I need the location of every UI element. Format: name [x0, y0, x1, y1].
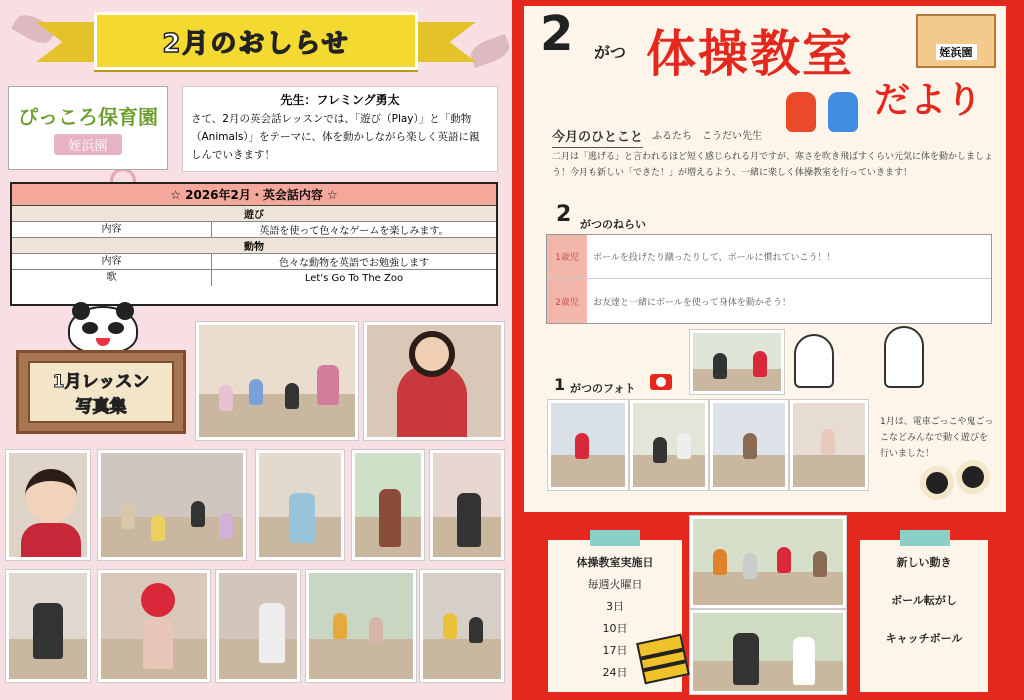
new-moves-card — [860, 540, 988, 692]
lesson-photo — [256, 450, 344, 560]
lesson-photo — [196, 322, 358, 440]
new-moves-title: 新しい動き — [896, 556, 952, 569]
schedule-date: 17日 — [602, 644, 628, 657]
schedule-date: 3日 — [606, 600, 624, 613]
blue-oni-icon — [828, 92, 858, 132]
gym-photo — [690, 330, 784, 394]
gym-photo — [630, 400, 708, 490]
lesson-photo — [364, 322, 504, 440]
goal-month-number: 2 — [556, 202, 572, 227]
nursery-logo — [8, 86, 168, 170]
schedule-date: 10日 — [602, 622, 628, 635]
hitokoto-title: 今月のひとこと — [552, 126, 643, 148]
sign-line-1: 1月レッスン — [52, 372, 150, 392]
goal-row — [547, 279, 991, 323]
january-caption: 1月は、電車ごっこや鬼ごっこなどみんなで動く遊びを行いました！ — [880, 417, 994, 460]
month-suffix: がつ — [594, 43, 627, 62]
schedule-weekday: 毎週火曜日 — [587, 578, 643, 591]
box-label: 姪浜園 — [936, 44, 977, 60]
goal-text: お友達と一緒にボールを使って身体を動かそう！ — [593, 297, 791, 308]
new-move-item: キャッチボール — [885, 632, 963, 645]
gym-photo — [690, 610, 846, 694]
lesson-photo — [98, 570, 210, 682]
goal-row — [547, 235, 991, 279]
goals-table — [546, 234, 992, 324]
row-key: 内容 — [12, 222, 212, 237]
banner-title: 2月のおしらせ — [162, 28, 350, 59]
new-move-item: ボール転がし — [891, 594, 957, 607]
goal-text: ボールを投げたり蹴ったりして、ボールに慣れていこう！！ — [593, 253, 836, 263]
lesson-photo — [6, 570, 90, 682]
section-title: 遊び — [12, 206, 496, 222]
gym-photo — [710, 400, 788, 490]
section-title: 動物 — [12, 238, 496, 254]
goal-age: 2歳児 — [547, 279, 587, 323]
gym-class-title: 体操教室 — [646, 25, 854, 83]
row-value: 英語を使って色々なゲームを楽しみます。 — [259, 226, 449, 237]
newsletter-label: だより — [874, 80, 983, 121]
monthly-message: 二月は「逃げる」と言われるほど短く感じられる月ですが、寒さを吹き飛ばすくらい元気に体を動かしましょう！今月も新しい「できた！」が増えるよう、一緒に楽しく体操教室を行っていきます！ — [552, 152, 994, 178]
gym-photo — [548, 400, 628, 490]
schedule-title: 体操教室実施日 — [576, 556, 654, 569]
row-key: 内容 — [12, 254, 212, 269]
photo-album-sign — [16, 350, 186, 434]
gym-photo — [790, 400, 868, 490]
lesson-photo — [98, 450, 246, 560]
goal-heading: がつのねらい — [580, 218, 646, 231]
photo-month-number: 1 — [554, 375, 566, 394]
teacher-message: さて、2月の英会話レッスンでは、「遊び（Play）」と「動物（Animals）」をテーマに、体を動かしながら楽しく英語に親しんでいきます！ — [191, 113, 480, 161]
title-banner — [36, 10, 476, 74]
lesson-photo — [420, 570, 504, 682]
lesson-photo — [306, 570, 416, 682]
camera-icon — [650, 374, 672, 390]
teacher-box — [182, 86, 498, 172]
row-key: 歌 — [12, 270, 212, 286]
photo-heading: がつのフォト — [570, 382, 636, 395]
red-oni-icon — [786, 92, 816, 132]
child-throwing-illustration-icon — [884, 326, 924, 388]
lesson-photo — [216, 570, 300, 682]
table-row — [12, 270, 496, 286]
lesson-photo — [430, 450, 504, 560]
teacher-name: 先生：フレミング勇太 — [280, 93, 400, 107]
hitokoto-author: ふるたち こうだい先生 — [652, 131, 762, 142]
logo-branch: 姪浜園 — [54, 134, 121, 155]
panda-icon — [68, 306, 138, 354]
schedule-date: 24日 — [602, 666, 628, 679]
goal-age: 1歳児 — [547, 235, 587, 278]
sign-line-2: 写真集 — [75, 397, 127, 417]
row-value: 色々な動物を英語でお勉強します — [279, 258, 429, 269]
english-content-table — [10, 182, 498, 306]
ehomaki-icon — [920, 460, 992, 502]
oni-illustration-icon — [794, 334, 834, 388]
table-header: ☆ 2026年2月・英会話内容 ☆ — [12, 184, 496, 206]
table-row — [12, 222, 496, 238]
lesson-photo — [352, 450, 424, 560]
row-value: Let's Go To The Zoo — [304, 272, 404, 284]
gym-photo — [690, 516, 846, 608]
table-row — [12, 254, 496, 270]
bean-box-icon — [916, 14, 996, 68]
month-number: 2 — [540, 6, 574, 62]
lesson-photo — [6, 450, 90, 560]
logo-name: ぴっころ保育園 — [18, 105, 158, 129]
